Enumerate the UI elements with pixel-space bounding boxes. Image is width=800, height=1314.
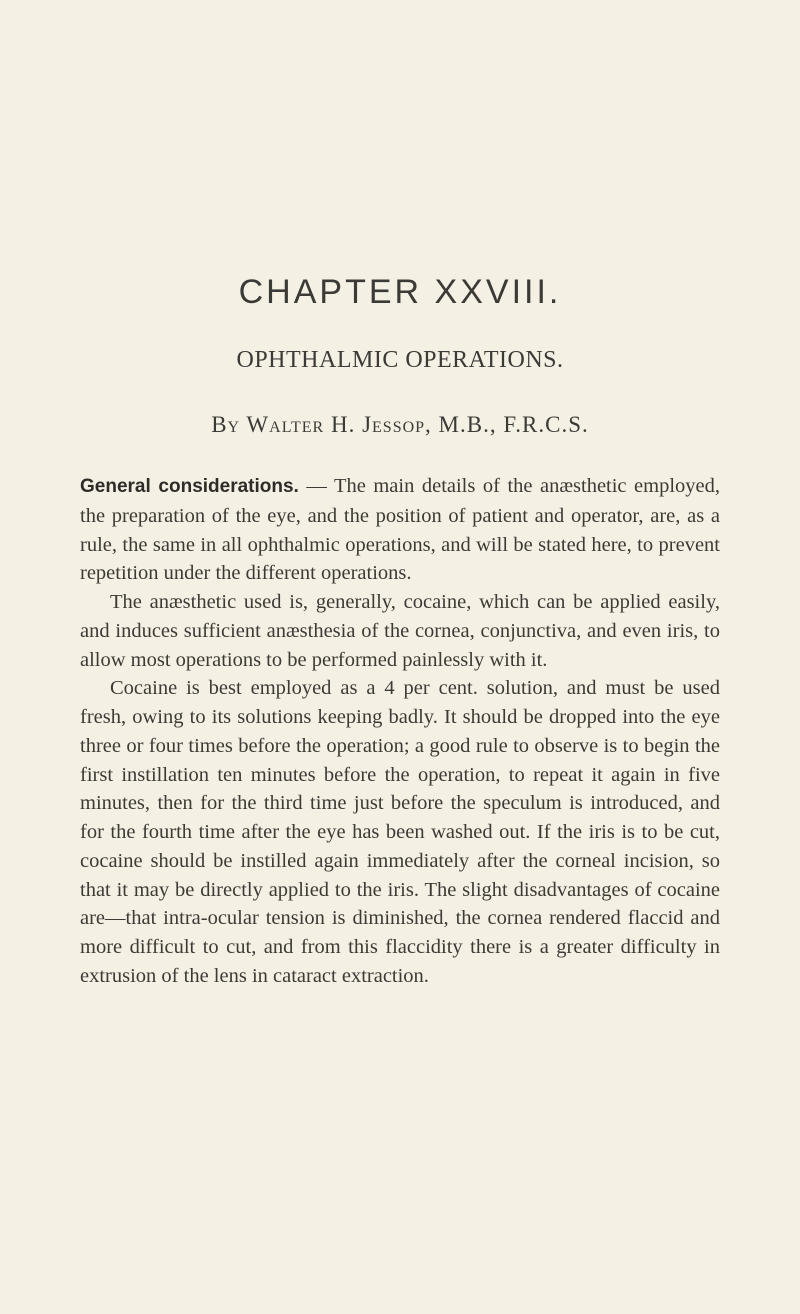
chapter-heading: CHAPTER XXVIII. (238, 273, 562, 311)
paragraph-anaesthetic: The anæsthetic used is, generally, cocaine, which can be applied easily, and induces sufficient anæsthesia of the cornea, conjunctiva, and even iris, to allow most operations to be performed painlessly with it. (80, 591, 720, 671)
paragraph-cocaine: Cocaine is best employed as a 4 per cent. solution, and must be used fresh, owing to its solutions keeping badly. It should be dropped into the eye three or four times before the operation; a good rule to observe is to begin the first instillation ten minutes before the operation, to repeat it again in five minutes, then for the third time just before the speculum is introduced, and for the fourth time after the eye has been washed out. If the iris is to be cut, cocaine should be instilled again immediately after the corneal incision, so that it may be directly applied to the iris. The slight disadvantages of cocaine are—that intra-ocular tension is diminished, the cornea rendered flaccid and more difficult to cut, and from this flaccidity there is a greater difficulty in extrusion of the lens in cataract extraction. (80, 677, 720, 987)
author-byline: By Walter H. Jessop, M.B., F.R.C.S. (211, 412, 589, 437)
paragraph-text: — The main details of the anæsthetic employed, the preparation of the eye, and the position of patient and operator, are, as a rule, the same in all ophthalmic operations, and will be stated here, to prevent repetition under the different operations. (80, 475, 720, 585)
paragraph-general-considerations (80, 472, 720, 588)
chapter-title: OPHTHALMIC OPERATIONS. (236, 347, 564, 373)
run-in-heading: General considerations. (80, 476, 299, 497)
body-text (80, 472, 720, 991)
